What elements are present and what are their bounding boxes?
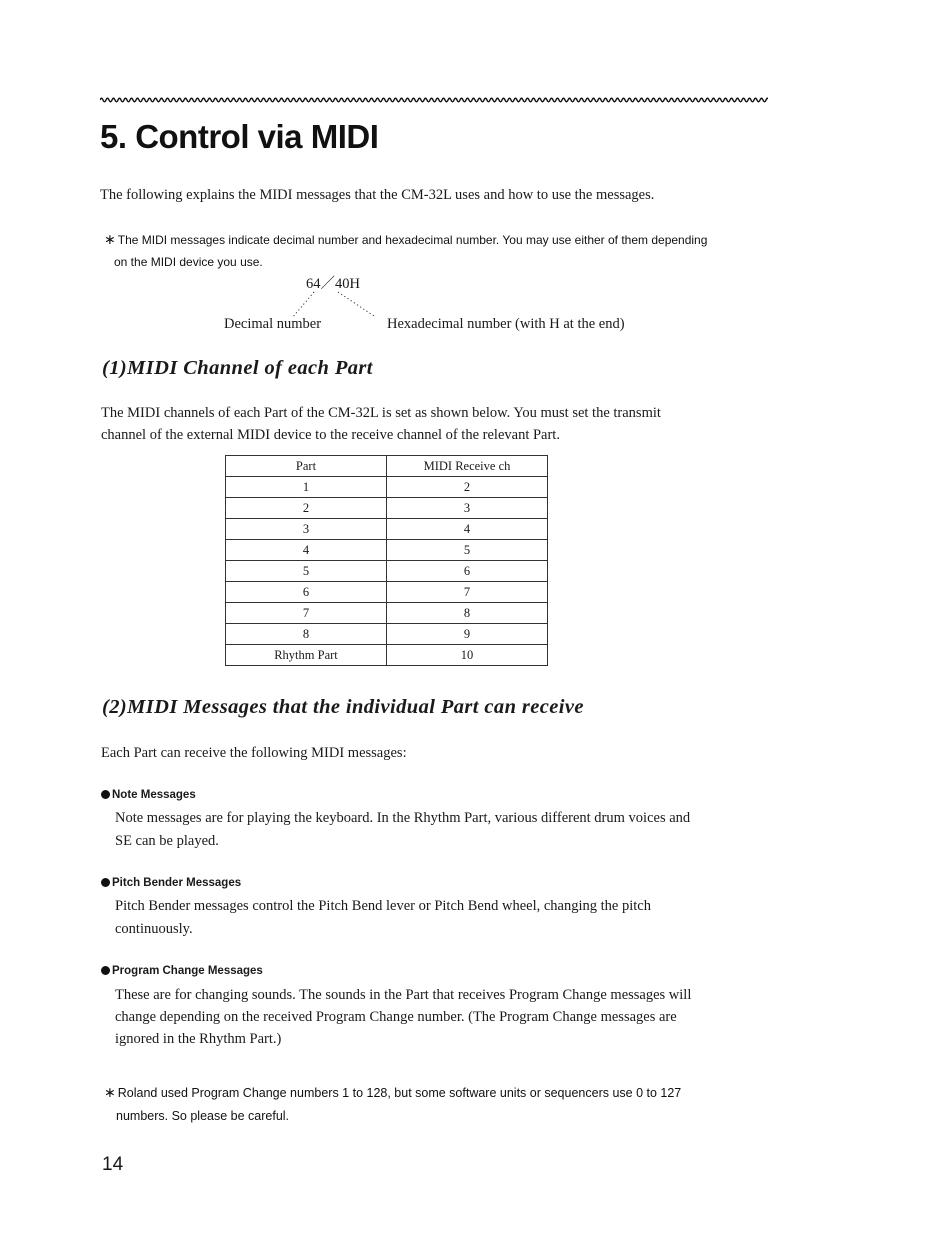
part-cell: 6 <box>226 582 387 603</box>
note-messages-heading <box>101 789 196 801</box>
section2-intro: Each Part can receive the following MIDI messages: <box>101 745 407 761</box>
number-note-text: The MIDI messages indicate decimal number and hexadecimal number. You may use either of them depending <box>117 233 708 247</box>
channel-cell: 5 <box>387 540 548 561</box>
footnote-line2: numbers. So please be careful. <box>116 1109 290 1123</box>
decimal-leader-line <box>292 292 314 318</box>
page-number: 14 <box>102 1154 124 1175</box>
table-row <box>226 519 548 540</box>
number-diagram-leaders <box>0 0 950 340</box>
part-cell: Rhythm Part <box>226 645 387 666</box>
table-row <box>226 645 548 666</box>
note-messages-heading-text: Note Messages <box>112 789 196 801</box>
table-row <box>226 540 548 561</box>
header-part: Part <box>226 456 387 477</box>
channel-cell: 10 <box>387 645 548 666</box>
section2-heading: (2)MIDI Messages that the individual Part can receive <box>102 696 584 718</box>
pitch-bender-line2: continuously. <box>115 921 193 937</box>
part-cell: 7 <box>226 603 387 624</box>
pitch-bender-heading-text: Pitch Bender Messages <box>112 877 242 889</box>
program-change-line1: These are for changing sounds. The sounds in the Part that receives Program Change messages will <box>115 987 692 1003</box>
hex-leader-line <box>338 292 374 316</box>
part-cell: 3 <box>226 519 387 540</box>
channel-cell: 8 <box>387 603 548 624</box>
note-messages-line1: Note messages are for playing the keyboard. In the Rhythm Part, various different drum voices and <box>115 810 691 826</box>
part-cell: 1 <box>226 477 387 498</box>
pitch-bender-line1: Pitch Bender messages control the Pitch Bend lever or Pitch Bend wheel, changing the pitch <box>115 898 651 914</box>
header-midi-receive-ch: MIDI Receive ch <box>387 456 548 477</box>
channel-cell: 4 <box>387 519 548 540</box>
asterisk-marker: ∗ <box>104 231 116 247</box>
decimal-label: Decimal number <box>224 316 322 332</box>
page-title: 5. Control via MIDI <box>100 118 379 155</box>
channel-cell: 2 <box>387 477 548 498</box>
table-row <box>226 603 548 624</box>
bullet-dot-icon <box>101 878 110 887</box>
part-cell: 5 <box>226 561 387 582</box>
program-change-line2: change depending on the received Program Change number. (The Program Change messages are <box>115 1009 677 1025</box>
pitch-bender-heading <box>101 877 241 889</box>
hex-label: Hexadecimal number (with H at the end) <box>387 316 625 332</box>
bullet-dot-icon <box>101 966 110 975</box>
midi-channel-table <box>225 455 548 666</box>
part-cell: 4 <box>226 540 387 561</box>
asterisk-marker: ∗ <box>104 1084 116 1100</box>
section1-heading: (1)MIDI Channel of each Part <box>102 357 373 379</box>
program-change-heading-text: Program Change Messages <box>112 965 263 977</box>
part-cell: 2 <box>226 498 387 519</box>
footnote-text: Roland used Program Change numbers 1 to 128, but some software units or sequencers use 0 to 127 <box>117 1086 682 1100</box>
part-cell: 8 <box>226 624 387 645</box>
number-example: 64／40H <box>306 276 360 292</box>
program-change-heading <box>101 965 263 977</box>
section1-line1: The MIDI channels of each Part of the CM-32L is set as shown below. You must set the transmit <box>101 405 661 421</box>
channel-cell: 9 <box>387 624 548 645</box>
channel-cell: 7 <box>387 582 548 603</box>
bullet-dot-icon <box>101 790 110 799</box>
channel-cell: 3 <box>387 498 548 519</box>
number-note-line2: on the MIDI device you use. <box>114 255 263 269</box>
intro-text: The following explains the MIDI messages that the CM-32L uses and how to use the messages. <box>100 187 655 203</box>
table-row <box>226 498 548 519</box>
table-row <box>226 624 548 645</box>
table-row <box>226 561 548 582</box>
note-messages-line2: SE can be played. <box>115 833 219 849</box>
table-row <box>226 582 548 603</box>
program-change-line3: ignored in the Rhythm Part.) <box>115 1031 282 1047</box>
section1-line2: channel of the external MIDI device to the receive channel of the relevant Part. <box>101 427 560 443</box>
table-row <box>226 477 548 498</box>
channel-cell: 6 <box>387 561 548 582</box>
footnote-line1 <box>104 1081 681 1104</box>
table-header-row <box>226 456 548 477</box>
